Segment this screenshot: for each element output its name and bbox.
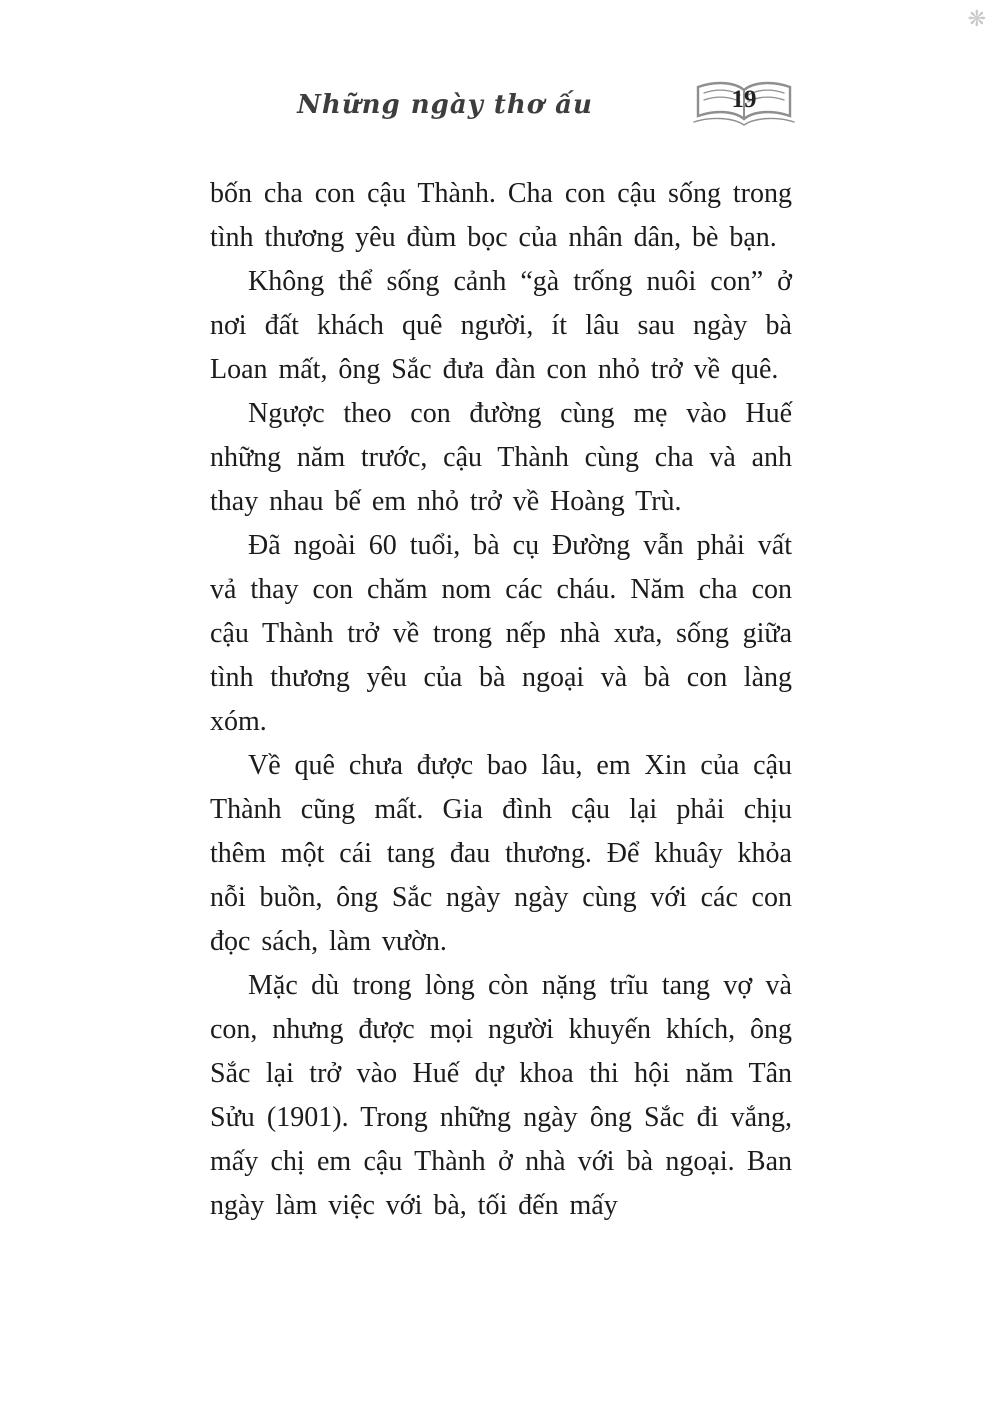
paragraph: bốn cha con cậu Thành. Cha con cậu sống trong tình thương yêu đùm bọc của nhân dân, bè bạn. bbox=[210, 178, 792, 253]
paragraph: Ngược theo con đường cùng mẹ vào Huế những năm trước, cậu Thành cùng cha và anh thay nhau bế em nhỏ trở về Hoàng Trù. bbox=[210, 398, 792, 517]
paragraph: Mặc dù trong lòng còn nặng trĩu tang vợ và con, nhưng được mọi người khuyến khích, ông Sắc lại trở vào Huế dự khoa thi hội năm Tân Sửu (1901). Trong những ngày ông Sắc đi vắng, mấy chị em cậu Thành ở nhà với bà ngoại. Ban ngày làm việc với bà, tối đến mấy bbox=[210, 970, 792, 1221]
page-number-block bbox=[692, 78, 796, 130]
running-title: Những ngày thơ ấu bbox=[297, 90, 593, 120]
paragraph: Không thể sống cảnh “gà trống nuôi con” ở nơi đất khách quê người, ít lâu sau ngày bà Loan mất, ông Sắc đưa đàn con nhỏ trở về quê. bbox=[210, 266, 792, 385]
paragraph: Về quê chưa được bao lâu, em Xin của cậu Thành cũng mất. Gia đình cậu lại phải chịu thêm một cái tang đau thương. Để khuây khỏa nỗi buồn, ông Sắc ngày ngày cùng với các con đọc sách, làm vườn. bbox=[210, 750, 792, 957]
body-text bbox=[210, 172, 792, 1228]
snowflake-ornament-icon: ❋ bbox=[967, 6, 986, 31]
page-header bbox=[210, 78, 790, 134]
page-number: 19 bbox=[731, 86, 757, 113]
paragraph: Đã ngoài 60 tuổi, bà cụ Đường vẫn phải vất vả thay con chăm nom các cháu. Năm cha con cậu Thành trở về trong nếp nhà xưa, sống giữa tình thương yêu của bà ngoại và bà con làng xóm. bbox=[210, 530, 792, 737]
